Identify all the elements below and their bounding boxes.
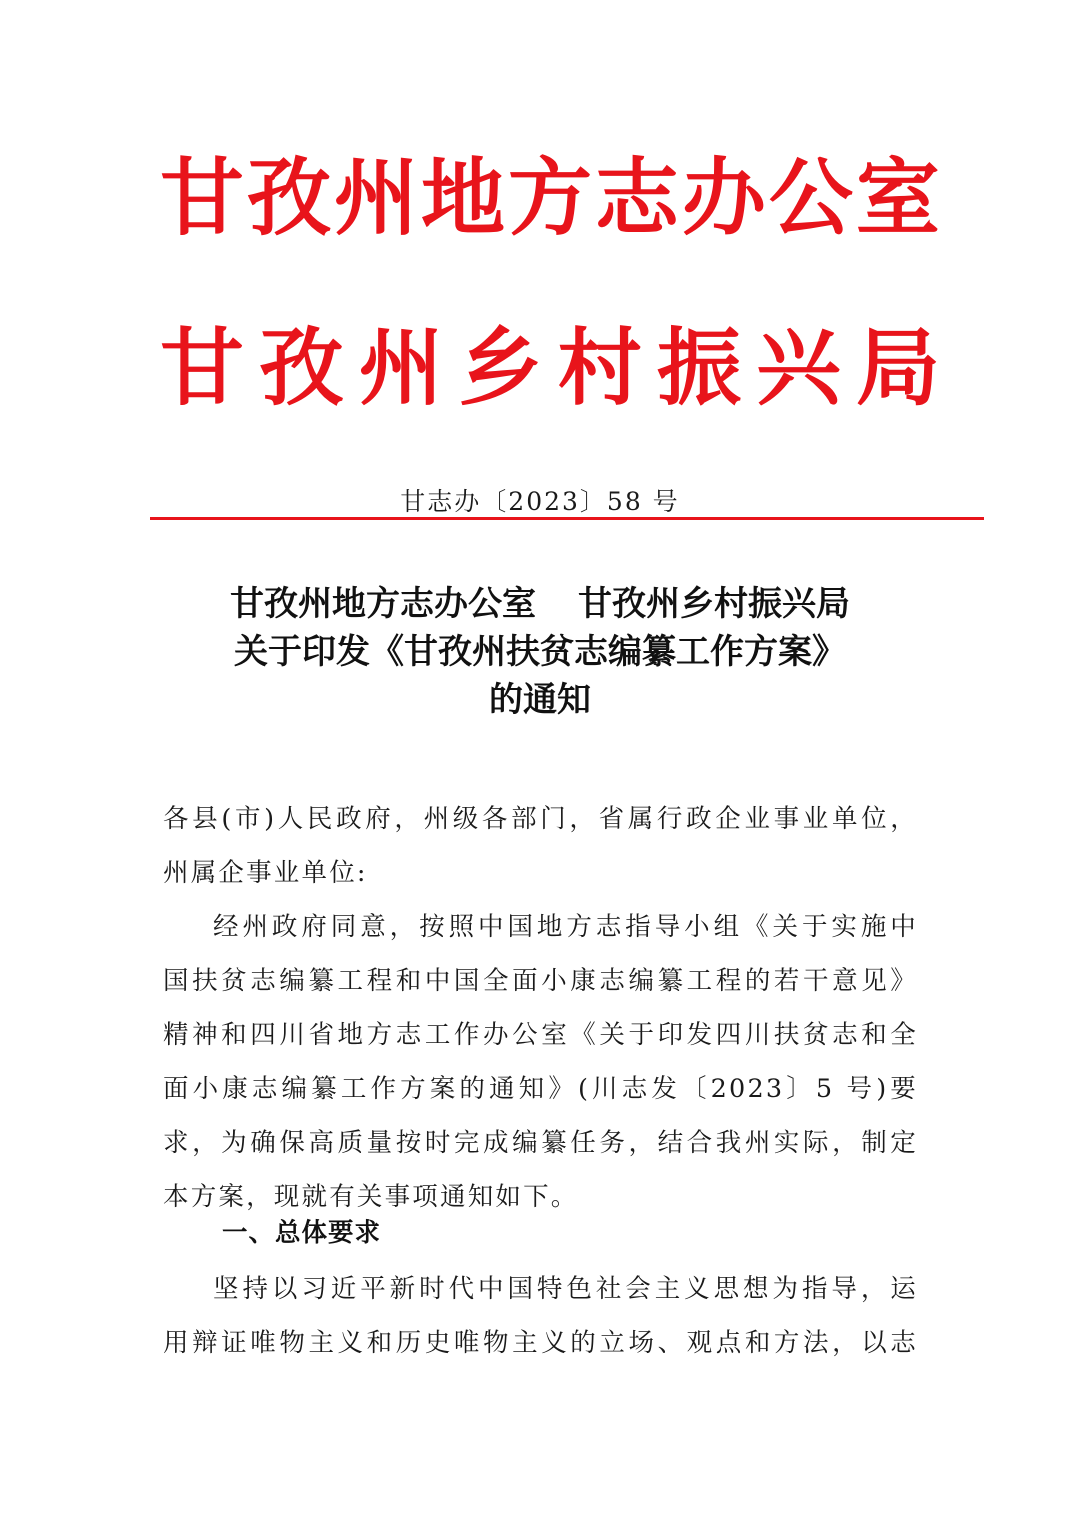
header-char: 地 [420,149,505,247]
document-title [0,580,1080,724]
paragraph-line: 本方案，现就有关事项通知如下。 [163,1182,579,1212]
paragraph-line: 精神和四川省地方志工作办公室《关于印发四川扶贫志和全 [163,1020,918,1050]
paragraph-notice-basis [163,900,918,1224]
header-char: 公 [768,149,853,247]
salutation-line: 各县(市)人民政府，州级各部门，省属行政企业事业单位， [163,804,918,834]
header-char: 孜 [246,149,331,247]
header-char: 志 [594,149,679,247]
title-line-2: 关于印发《甘孜州扶贫志编纂工作方案》 [234,632,846,672]
header-char: 振 [657,319,742,417]
header-char: 室 [855,149,940,247]
header-char: 办 [681,149,766,247]
title-issuer-1: 甘孜州地方志办公室 [230,584,536,624]
paragraph-line: 求，为确保高质量按时完成编纂任务，结合我州实际，制定 [163,1128,918,1158]
title-line-3: 的通知 [489,680,591,720]
paragraph-line: 用辩证唯物主义和历史唯物主义的立场、观点和方法，以志 [163,1328,918,1358]
header-char: 州 [333,149,418,247]
paragraph-general-requirements [163,1262,918,1370]
header-char: 村 [557,319,642,417]
section-heading-general-requirements: 一、总体要求 [222,1218,382,1248]
paragraph-line: 面小康志编纂工作方案的通知》(川志发〔2023〕5 号)要 [163,1074,918,1104]
paragraph-line: 国扶贫志编纂工程和中国全面小康志编纂工程的若干意见》 [163,966,918,996]
header-char: 孜 [259,319,344,417]
red-separator-line [150,517,984,520]
title-issuer-2: 甘孜州乡村振兴局 [578,584,850,624]
header-char: 州 [358,319,443,417]
header-char: 乡 [458,319,543,417]
paragraph-line: 经州政府同意，按照中国地方志指导小组《关于实施中 [213,912,918,942]
header-char: 甘 [160,319,245,417]
paragraph-line: 坚持以习近平新时代中国特色社会主义思想为指导，运 [213,1274,918,1304]
title-line-1 [0,580,1080,628]
salutation [163,792,918,900]
header-char: 方 [507,149,592,247]
issuer-header-local-chronicles-office [160,148,940,248]
document-number: 甘志办〔2023〕58 号 [400,487,680,516]
issuer-header-rural-revitalization-bureau [160,318,940,418]
header-char: 甘 [160,149,245,247]
salutation-line: 州属企事业单位: [163,858,368,888]
header-char: 局 [855,319,940,417]
header-char: 兴 [756,319,841,417]
